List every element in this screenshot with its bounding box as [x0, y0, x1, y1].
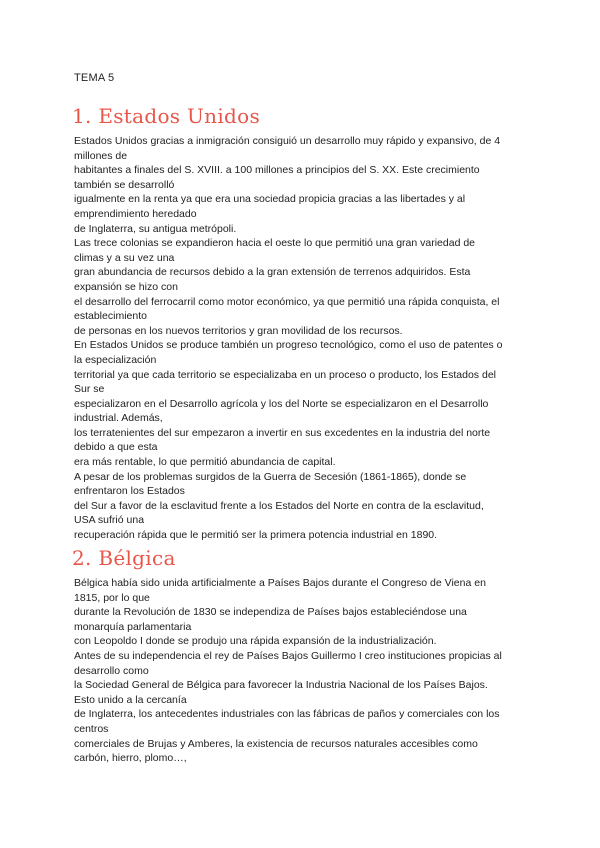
- text-line: habitantes a finales del S. XVIII. a 100 millones a principios del S. XX. Este crecimiento: [74, 164, 480, 177]
- text-line: Estados Unidos gracias a inmigración consiguió un desarrollo muy rápido y expansivo, de 4: [74, 135, 501, 147]
- section-body-estados-unidos: [74, 134, 502, 543]
- text-line: también se desarrolló: [74, 178, 175, 191]
- text-line: la Sociedad General de Bélgica para favorecer la Industria Nacional de los Países Bajos.: [74, 679, 488, 692]
- text-line: los terratenientes del sur empezaron a invertir en sus excedentes en la industria del norte: [74, 426, 491, 439]
- text-line: la especialización: [74, 353, 157, 366]
- section-body-belgica: [74, 576, 502, 766]
- text-line: recuperación rápida que le permitió ser la primera potencia industrial en 1890.: [74, 529, 438, 542]
- text-line: especializaron en el Desarrollo agrícola y los del Norte se especializaron en el Desarrollo: [74, 397, 489, 410]
- text-line: climas y a su vez una: [74, 251, 175, 264]
- text-line: emprendimiento heredado: [74, 207, 197, 220]
- text-line: el desarrollo del ferrocarril como motor económico, ya que permitió una rápida conquista, el: [74, 295, 500, 308]
- text-line: gran abundancia de recursos debido a la gran extensión de terrenos adquiridos. Esta: [74, 266, 471, 279]
- text-line: era más rentable, lo que permitió abundancia de capital.: [74, 456, 336, 469]
- text-line: carbón, hierro, plomo…,: [74, 752, 187, 765]
- text-line: del Sur a favor de la esclavitud frente a los Estados del Norte en contra de la esclavitud,: [74, 499, 484, 512]
- text-line: industrial. Además,: [74, 412, 163, 425]
- text-line: expansión se hizo con: [74, 280, 178, 293]
- text-line: Bélgica había sido unida artificialmente a Países Bajos durante el Congreso de Viena en: [74, 577, 486, 589]
- text-line: establecimiento: [74, 310, 147, 323]
- text-line: de Inglaterra, los antecedentes industriales con las fábricas de paños y comerciales con los: [74, 708, 500, 721]
- text-line: Esto unido a la cercanía: [74, 693, 187, 706]
- topic-label: TEMA 5: [74, 72, 115, 84]
- text-line: enfrentaron los Estados: [74, 485, 185, 498]
- text-line: A pesar de los problemas surgidos de la Guerra de Secesión (1861-1865), donde se: [74, 470, 467, 483]
- text-line: desarrollo como: [74, 664, 149, 677]
- text-line: centros: [74, 722, 109, 735]
- text-line: de Inglaterra, su antigua metrópoli.: [74, 222, 237, 235]
- text-line: territorial ya que cada territorio se especializaba en un proceso o producto, los Estados del: [74, 368, 496, 381]
- section-heading-belgica: 2. Bélgica: [72, 546, 176, 570]
- text-line: Las trece colonias se expandieron hacia el oeste lo que permitió una gran variedad de: [74, 237, 476, 250]
- text-line: Antes de su independencia el rey de Países Bajos Guillermo I creo instituciones propicias al: [74, 649, 502, 662]
- text-line: monarquía parlamentaria: [74, 620, 192, 633]
- text-line: debido a que esta: [74, 441, 158, 454]
- text-line: durante la Revolución de 1830 se independiza de Países bajos estableciéndose una: [74, 606, 467, 619]
- text-line: Sur se: [74, 383, 105, 396]
- text-line: de personas en los nuevos territorios y gran movilidad de los recursos.: [74, 324, 403, 337]
- section-heading-estados-unidos: 1. Estados Unidos: [72, 104, 261, 128]
- text-line: En Estados Unidos se produce también un progreso tecnológico, como el uso de patentes o: [74, 339, 503, 352]
- text-line: con Leopoldo I donde se produjo una rápida expansión de la industrialización.: [74, 635, 437, 648]
- text-line: millones de: [74, 149, 128, 162]
- text-line: 1815, por lo que: [74, 591, 150, 604]
- text-line: igualmente en la renta ya que era una sociedad propicia gracias a las libertades y al: [74, 193, 466, 206]
- text-line: USA sufrió una: [74, 514, 145, 527]
- text-line: comerciales de Brujas y Amberes, la existencia de recursos naturales accesibles como: [74, 737, 478, 750]
